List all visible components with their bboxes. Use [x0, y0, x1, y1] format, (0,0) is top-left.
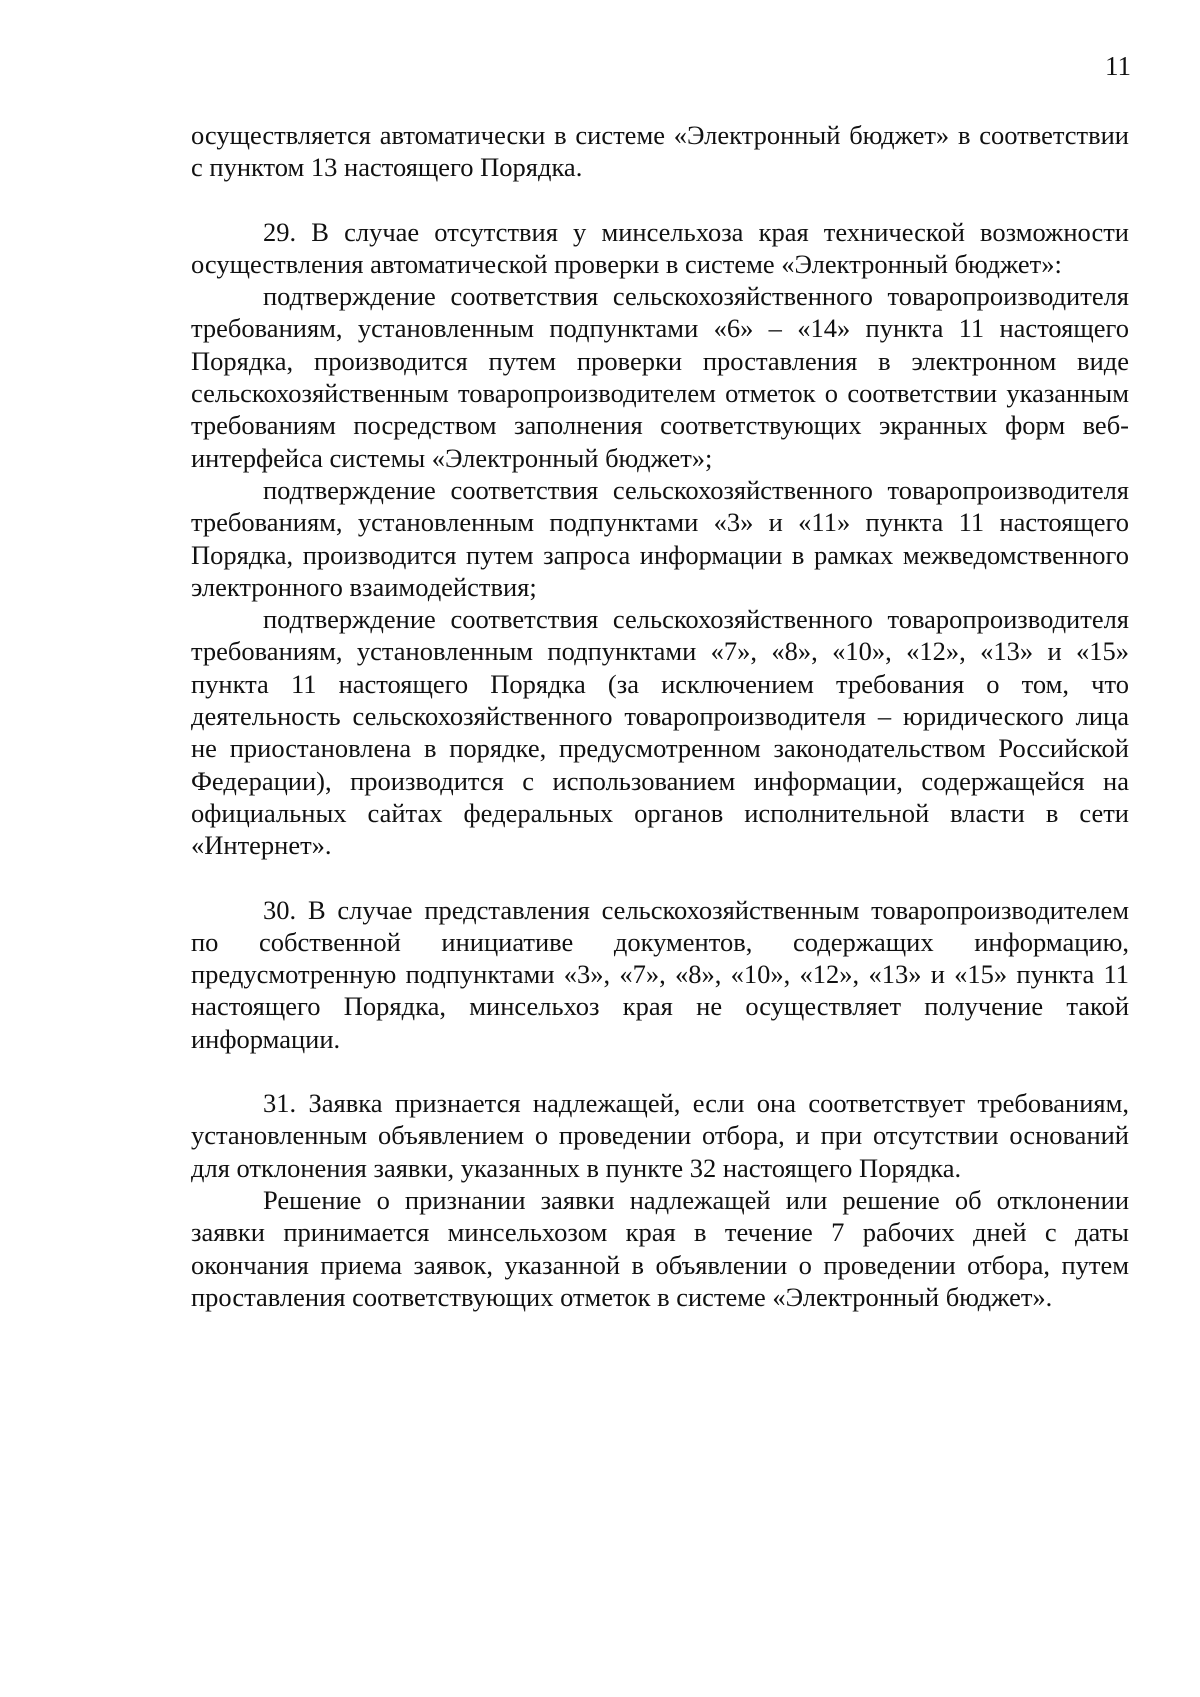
- paragraph-30: 30. В случае представления сельскохозяйственным товаропроизводителем по собственной инициативе документов, содержащих информацию, предусмотренную подпунктами «3», «7», «8», «10», «12», «13» и «15» пункта 11 настоящего Порядка, минсельхоз края не осуществляет получение такой информации.: [191, 894, 1129, 1054]
- paragraph-29-item-3: подтверждение соответствия сельскохозяйственного товаропроизводителя требованиям, установленным подпунктами «7», «8», «10», «12», «13» и «15» пункта 11 настоящего Порядка (за исключением требования о том, что деятельность сельскохозяйственного товаропроизводителя – юридического лица не приостановлена в порядке, предусмотренном законодательством Российской Федерации), производится с использованием информации, содержащейся на официальных сайтах федеральных органов исполнительной власти в сети «Интернет».: [191, 604, 1129, 861]
- paragraph-29-intro: 29. В случае отсутствия у минсельхоза края технической возможности осуществления автоматической проверки в системе «Электронный бюджет»:: [191, 216, 1129, 279]
- paragraph-29-item-2: подтверждение соответствия сельскохозяйственного товаропроизводителя требованиям, установленным подпунктами «3» и «11» пункта 11 настоящего Порядка, производится путем запроса информации в рамках межведомственного электронного взаимодействия;: [191, 474, 1129, 602]
- page-number: 11: [1105, 51, 1131, 81]
- document-body: [191, 119, 1129, 1313]
- paragraph-31-decision: Решение о признании заявки надлежащей или решение об отклонении заявки принимается минсельхозом края в течение 7 рабочих дней с даты окончания приема заявок, указанной в объявлении о проведении отбора, путем проставления соответствующих отметок в системе «Электронный бюджет».: [191, 1184, 1129, 1312]
- paragraph-29-item-1: подтверждение соответствия сельскохозяйственного товаропроизводителя требованиям, установленным подпунктами «6» – «14» пункта 11 настоящего Порядка, производится путем проверки проставления в электронном виде сельскохозяйственным товаропроизводителем отметок о соответствии указанным требованиям посредством заполнения соответствующих экранных форм веб-интерфейса системы «Электронный бюджет»;: [191, 281, 1129, 473]
- paragraph-continuation: осуществляется автоматически в системе «Электронный бюджет» в соответствии с пунктом 13 настоящего Порядка.: [191, 120, 1129, 183]
- paragraph-31: 31. Заявка признается надлежащей, если она соответствует требованиям, установленным объявлением о проведении отбора, и при отсутствии оснований для отклонения заявки, указанных в пункте 32 настоящего Порядка.: [191, 1088, 1129, 1183]
